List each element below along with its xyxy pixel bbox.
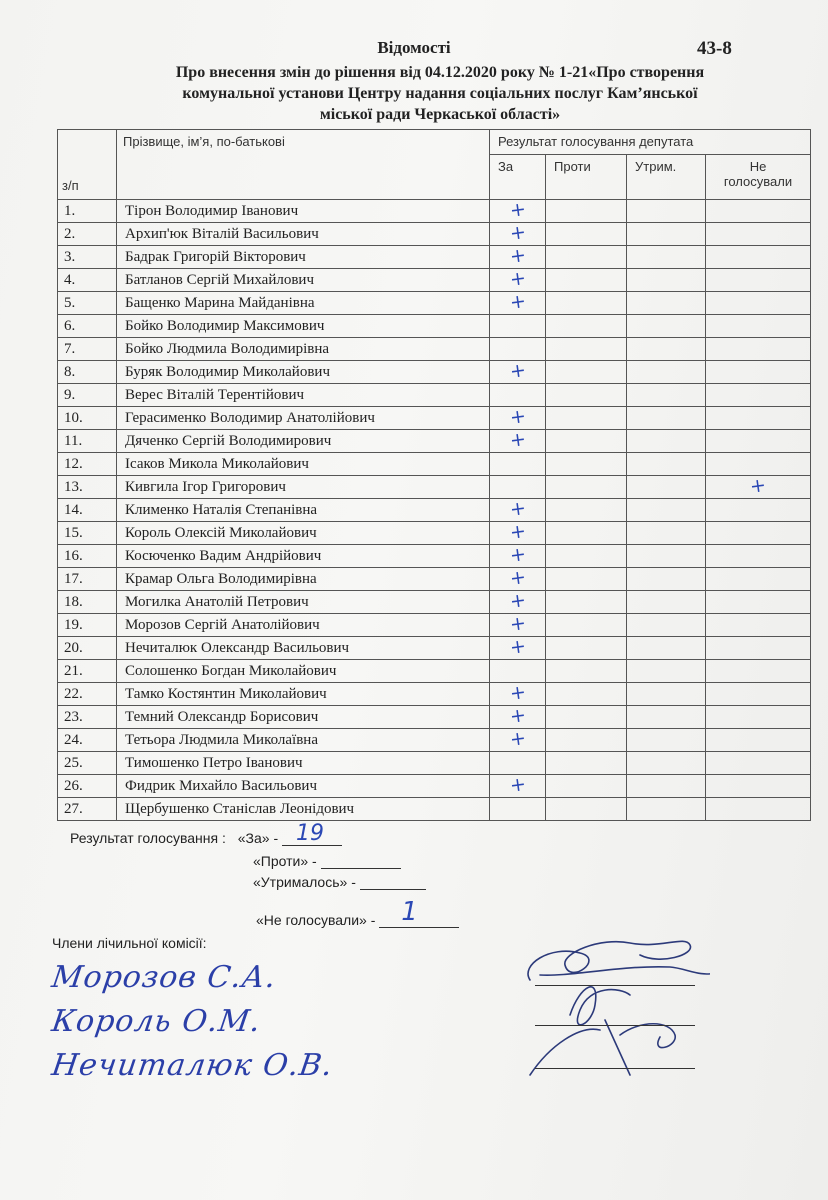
table-row — [58, 775, 811, 798]
abstain-blank — [360, 875, 426, 890]
for-count: 19 — [296, 821, 324, 846]
not-voted-count: 1 — [401, 897, 418, 927]
deputy-name: Тірон Володимир Іванович — [117, 200, 490, 223]
vote-against-cell — [546, 269, 627, 292]
signature-line — [535, 1025, 695, 1026]
vote-not-voted-cell — [706, 499, 811, 522]
vote-for-cell — [490, 315, 546, 338]
vote-not-voted-cell — [706, 522, 811, 545]
vote-mark: + — [508, 289, 527, 315]
table-row — [58, 614, 811, 637]
not-voted-blank — [379, 897, 459, 928]
vote-mark: + — [508, 680, 527, 706]
vote-against-cell — [546, 384, 627, 407]
vote-abstain-cell — [627, 499, 706, 522]
deputy-name: Бащенко Марина Майданівна — [117, 292, 490, 315]
table-row — [58, 660, 811, 683]
table-row — [58, 269, 811, 292]
vote-for-cell — [490, 611, 546, 637]
subtitle-line: комунальної установи Центру надання соціальних послуг Кам’янської — [182, 85, 698, 102]
row-number: 14. — [58, 499, 117, 522]
commission-label: Члени лічильної комісії: — [52, 935, 207, 951]
vote-mark: + — [508, 266, 527, 292]
vote-against-cell — [546, 706, 627, 729]
vote-not-voted-cell — [706, 361, 811, 384]
vote-mark: + — [508, 197, 527, 223]
deputy-name: Нечиталюк Олександр Васильович — [117, 637, 490, 660]
vote-mark: + — [508, 519, 527, 545]
row-number: 5. — [58, 292, 117, 315]
table-row — [58, 292, 811, 315]
table-row — [58, 361, 811, 384]
deputy-name: Батланов Сергій Михайлович — [117, 269, 490, 292]
vote-abstain-cell — [627, 637, 706, 660]
vote-against-cell — [546, 407, 627, 430]
column-header-number: з/п — [58, 130, 117, 200]
row-number: 7. — [58, 338, 117, 361]
table-row — [58, 568, 811, 591]
vote-abstain-cell — [627, 453, 706, 476]
vote-not-voted-cell — [706, 752, 811, 775]
column-header-not-voted — [706, 155, 811, 200]
vote-not-voted-cell — [706, 798, 811, 821]
table-row — [58, 683, 811, 706]
row-number: 11. — [58, 430, 117, 453]
for-blank — [282, 821, 342, 846]
commission-member: Король О.М. — [49, 1004, 264, 1039]
row-number: 18. — [58, 591, 117, 614]
vote-not-voted-cell — [706, 407, 811, 430]
table-row — [58, 200, 811, 223]
signature-stroke — [530, 1020, 675, 1075]
vote-against-cell — [546, 476, 627, 499]
table-row — [58, 476, 811, 499]
vote-against-cell — [546, 315, 627, 338]
vote-for-cell — [490, 404, 546, 430]
vote-not-voted-cell — [706, 591, 811, 614]
vote-against-cell — [546, 453, 627, 476]
row-number: 21. — [58, 660, 117, 683]
vote-against-cell — [546, 292, 627, 315]
vote-against-cell — [546, 499, 627, 522]
table-row — [58, 246, 811, 269]
row-number: 24. — [58, 729, 117, 752]
deputy-name: Морозов Сергій Анатолійович — [117, 614, 490, 637]
row-number: 15. — [58, 522, 117, 545]
result-label: Результат голосування : — [70, 830, 226, 846]
vote-abstain-cell — [627, 660, 706, 683]
row-number: 8. — [58, 361, 117, 384]
vote-not-voted-cell — [706, 430, 811, 453]
vote-abstain-cell — [627, 729, 706, 752]
deputy-name: Верес Віталій Терентійович — [117, 384, 490, 407]
table-row — [58, 798, 811, 821]
vote-against-cell — [546, 660, 627, 683]
vote-mark: + — [508, 243, 527, 269]
column-header-result: Результат голосування депутата — [490, 130, 811, 155]
deputy-name: Тимошенко Петро Іванович — [117, 752, 490, 775]
vote-against-cell — [546, 614, 627, 637]
vote-not-voted-cell — [706, 473, 811, 499]
deputy-name: Могилка Анатолій Петрович — [117, 591, 490, 614]
document-title: Відомості — [377, 38, 451, 57]
row-number: 26. — [58, 775, 117, 798]
table-row — [58, 453, 811, 476]
vote-mark: + — [508, 565, 527, 591]
vote-for-cell — [490, 772, 546, 798]
vote-not-voted-cell — [706, 683, 811, 706]
row-number: 12. — [58, 453, 117, 476]
vote-for-cell — [490, 197, 546, 223]
vote-abstain-cell — [627, 545, 706, 568]
vote-against-cell — [546, 568, 627, 591]
vote-abstain-cell — [627, 591, 706, 614]
voting-table — [57, 129, 811, 821]
vote-abstain-cell — [627, 269, 706, 292]
vote-for-cell — [490, 565, 546, 591]
vote-not-voted-cell — [706, 637, 811, 660]
vote-against-cell — [546, 522, 627, 545]
deputy-name: Тетьора Людмила Миколаївна — [117, 729, 490, 752]
signature-line — [535, 1068, 695, 1069]
vote-not-voted-cell — [706, 545, 811, 568]
vote-mark: + — [508, 588, 527, 614]
deputy-name: Ісаков Микола Миколайович — [117, 453, 490, 476]
deputy-name: Король Олексій Миколайович — [117, 522, 490, 545]
vote-not-voted-cell — [706, 315, 811, 338]
vote-abstain-cell — [627, 384, 706, 407]
deputy-name: Кивгила Ігор Григорович — [117, 476, 490, 499]
vote-against-cell — [546, 246, 627, 269]
deputy-name: Фидрик Михайло Васильович — [117, 775, 490, 798]
vote-not-voted-cell — [706, 223, 811, 246]
vote-for-cell — [490, 384, 546, 407]
vote-against-cell — [546, 338, 627, 361]
vote-for-cell — [490, 588, 546, 614]
vote-abstain-cell — [627, 315, 706, 338]
vote-against-cell — [546, 545, 627, 568]
commission-member: Морозов С.А. — [49, 960, 279, 995]
vote-abstain-cell — [627, 568, 706, 591]
table-row — [58, 752, 811, 775]
row-number: 10. — [58, 407, 117, 430]
deputy-name: Крамар Ольга Володимирівна — [117, 568, 490, 591]
vote-for-cell — [490, 798, 546, 821]
document-number: 43-8 — [697, 38, 732, 59]
for-label: «За» - — [237, 830, 279, 846]
not-voted-label: «Не голосували» - — [256, 912, 376, 928]
column-header-abstain: Утрим. — [627, 155, 706, 200]
vote-against-cell — [546, 637, 627, 660]
row-number: 6. — [58, 315, 117, 338]
not-voted-line — [256, 897, 459, 928]
table-row — [58, 430, 811, 453]
deputy-name: Бойко Володимир Максимович — [117, 315, 490, 338]
vote-mark: + — [508, 220, 527, 246]
vote-for-cell — [490, 660, 546, 683]
table-row — [58, 637, 811, 660]
vote-abstain-cell — [627, 614, 706, 637]
row-number: 22. — [58, 683, 117, 706]
vote-for-cell — [490, 680, 546, 706]
vote-for-cell — [490, 496, 546, 522]
vote-not-voted-cell — [706, 729, 811, 752]
vote-against-cell — [546, 752, 627, 775]
vote-abstain-cell — [627, 223, 706, 246]
vote-against-cell — [546, 683, 627, 706]
vote-abstain-cell — [627, 338, 706, 361]
row-number: 1. — [58, 200, 117, 223]
vote-mark: + — [508, 726, 527, 752]
vote-mark: + — [508, 772, 527, 798]
table-row — [58, 338, 811, 361]
vote-for-cell — [490, 427, 546, 453]
deputy-name: Бойко Людмила Володимирівна — [117, 338, 490, 361]
deputy-name: Щербушенко Станіслав Леонідович — [117, 798, 490, 821]
vote-abstain-cell — [627, 246, 706, 269]
deputy-name: Тамко Костянтин Миколайович — [117, 683, 490, 706]
row-number: 3. — [58, 246, 117, 269]
against-label: «Проти» - — [253, 853, 317, 869]
vote-for-cell — [490, 752, 546, 775]
vote-abstain-cell — [627, 407, 706, 430]
against-blank — [321, 854, 401, 869]
vote-against-cell — [546, 775, 627, 798]
deputy-name: Герасименко Володимир Анатолійович — [117, 407, 490, 430]
vote-mark: + — [508, 404, 527, 430]
header-line: Не — [749, 159, 767, 174]
row-number: 25. — [58, 752, 117, 775]
vote-mark: + — [508, 542, 527, 568]
vote-for-cell — [490, 453, 546, 476]
vote-for-cell — [490, 703, 546, 729]
vote-for-cell — [490, 243, 546, 269]
vote-not-voted-cell — [706, 775, 811, 798]
vote-for-cell — [490, 266, 546, 292]
vote-mark: + — [508, 358, 527, 384]
table-row — [58, 706, 811, 729]
row-number: 20. — [58, 637, 117, 660]
vote-against-cell — [546, 729, 627, 752]
deputy-name: Буряк Володимир Миколайович — [117, 361, 490, 384]
signature-line — [535, 985, 695, 986]
signatures — [510, 925, 710, 1085]
vote-not-voted-cell — [706, 338, 811, 361]
vote-abstain-cell — [627, 775, 706, 798]
document-subtitle — [60, 62, 820, 125]
signature-stroke — [528, 941, 690, 980]
row-number: 23. — [58, 706, 117, 729]
vote-against-cell — [546, 200, 627, 223]
abstain-line — [253, 874, 426, 890]
commission-member: Нечиталюк О.В. — [49, 1048, 336, 1083]
table-row — [58, 499, 811, 522]
column-header-name: Прізвище, ім’я, по-батькові — [117, 130, 490, 200]
vote-for-cell — [490, 519, 546, 545]
vote-not-voted-cell — [706, 384, 811, 407]
vote-mark: + — [508, 703, 527, 729]
vote-abstain-cell — [627, 200, 706, 223]
deputy-name: Бадрак Григорій Вікторович — [117, 246, 490, 269]
vote-not-voted-cell — [706, 453, 811, 476]
vote-abstain-cell — [627, 706, 706, 729]
vote-abstain-cell — [627, 683, 706, 706]
vote-abstain-cell — [627, 476, 706, 499]
vote-abstain-cell — [627, 752, 706, 775]
against-line — [253, 853, 401, 869]
deputy-name: Дяченко Сергій Володимирович — [117, 430, 490, 453]
vote-mark: + — [508, 427, 527, 453]
table-row — [58, 407, 811, 430]
vote-for-cell — [490, 338, 546, 361]
result-summary — [70, 821, 342, 846]
row-number: 9. — [58, 384, 117, 407]
table-row — [58, 729, 811, 752]
vote-abstain-cell — [627, 522, 706, 545]
vote-for-cell — [490, 476, 546, 499]
subtitle-line: Про внесення змін до рішення від 04.12.2020 року № 1-21«Про створення — [175, 64, 705, 81]
vote-against-cell — [546, 591, 627, 614]
vote-for-cell — [490, 542, 546, 568]
vote-for-cell — [490, 726, 546, 752]
header-line: голосували — [723, 174, 793, 189]
deputy-name: Косюченко Вадим Андрійович — [117, 545, 490, 568]
vote-against-cell — [546, 223, 627, 246]
vote-not-voted-cell — [706, 568, 811, 591]
column-header-for: За — [490, 155, 546, 200]
vote-not-voted-cell — [706, 660, 811, 683]
deputy-name: Темний Олександр Борисович — [117, 706, 490, 729]
abstain-label: «Утрималось» - — [253, 874, 356, 890]
row-number: 2. — [58, 223, 117, 246]
vote-not-voted-cell — [706, 614, 811, 637]
row-number: 13. — [58, 476, 117, 499]
vote-against-cell — [546, 430, 627, 453]
vote-mark: + — [748, 473, 768, 499]
vote-abstain-cell — [627, 292, 706, 315]
table-row — [58, 384, 811, 407]
vote-mark: + — [508, 634, 527, 660]
vote-not-voted-cell — [706, 706, 811, 729]
vote-for-cell — [490, 220, 546, 246]
vote-against-cell — [546, 798, 627, 821]
table-row — [58, 315, 811, 338]
table-row — [58, 591, 811, 614]
table-row — [58, 223, 811, 246]
vote-not-voted-cell — [706, 269, 811, 292]
vote-against-cell — [546, 361, 627, 384]
vote-abstain-cell — [627, 430, 706, 453]
vote-abstain-cell — [627, 798, 706, 821]
vote-not-voted-cell — [706, 200, 811, 223]
vote-for-cell — [490, 634, 546, 660]
deputy-name: Солошенко Богдан Миколайович — [117, 660, 490, 683]
deputy-name: Архип'юк Віталій Васильович — [117, 223, 490, 246]
vote-for-cell — [490, 289, 546, 315]
table-row — [58, 545, 811, 568]
deputy-name: Клименко Наталія Степанівна — [117, 499, 490, 522]
signature-stroke — [570, 987, 630, 1025]
row-number: 17. — [58, 568, 117, 591]
row-number: 27. — [58, 798, 117, 821]
table-row — [58, 522, 811, 545]
column-header-against: Проти — [546, 155, 627, 200]
vote-not-voted-cell — [706, 246, 811, 269]
row-number: 4. — [58, 269, 117, 292]
vote-mark: + — [508, 496, 527, 522]
vote-abstain-cell — [627, 361, 706, 384]
row-number: 16. — [58, 545, 117, 568]
vote-for-cell — [490, 358, 546, 384]
subtitle-line: міської ради Черкаської області» — [319, 106, 561, 123]
vote-mark: + — [508, 611, 527, 637]
row-number: 19. — [58, 614, 117, 637]
vote-not-voted-cell — [706, 292, 811, 315]
